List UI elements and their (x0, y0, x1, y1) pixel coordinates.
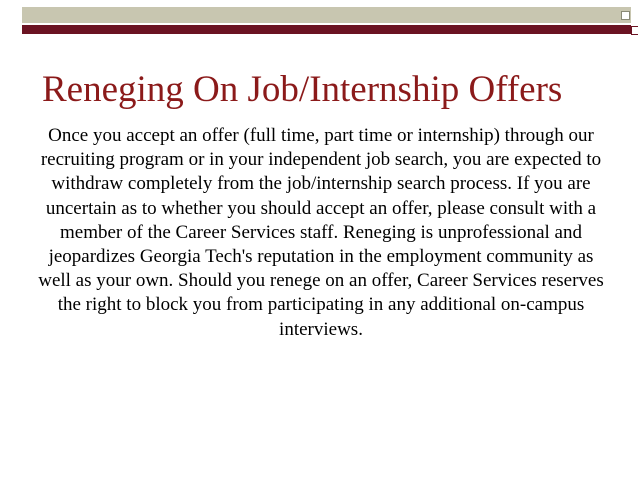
slide-title: Reneging On Job/Internship Offers (42, 69, 563, 110)
square-icon (621, 11, 630, 20)
square-icon (631, 26, 638, 35)
header-gray-stripe (22, 7, 631, 23)
header-red-stripe (22, 25, 631, 34)
slide-body-text: Once you accept an offer (full time, part time or internship) through our recruiting program or in your independent job search, you are expected to withdraw completely from the job/internship search process. If you are uncertain as to whether you should accept an offer, please consult with a member of the Career Services staff. Reneging is unprofessional and jeopardizes Georgia Tech's reputation in the employment community as well as your own. Should you renege on an offer, Career Services reserves the right to block you from participating in any additional on-campus interviews. (38, 125, 604, 340)
header-decoration-band (22, 7, 631, 31)
